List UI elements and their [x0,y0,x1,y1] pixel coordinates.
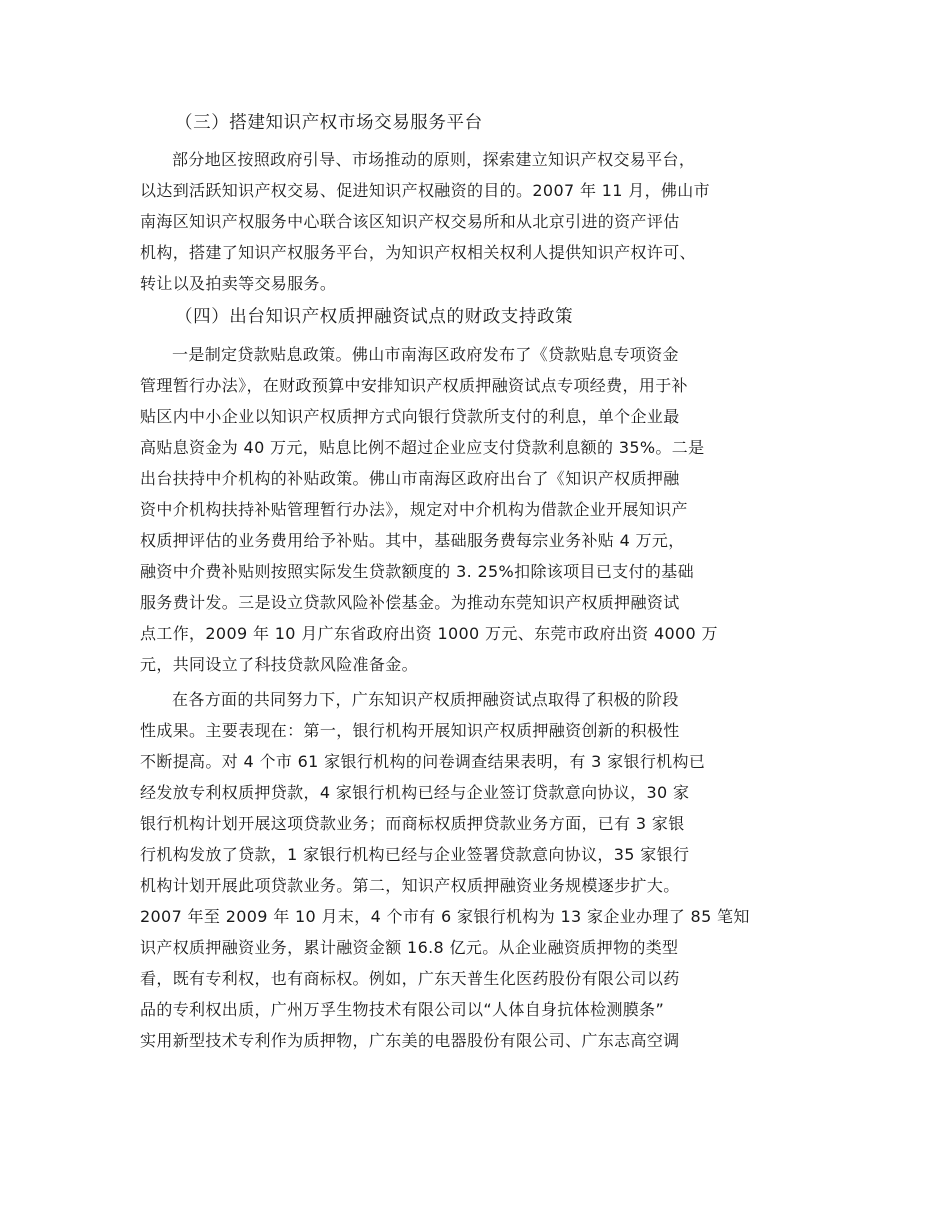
paragraph-line: 机构，搭建了知识产权服务平台，为知识产权相关权利人提供知识产权许可、 [140,243,696,262]
paragraph-line: 出台扶持中介机构的补贴政策。佛山市南海区政府出台了《知识产权质押融 [140,469,680,488]
paragraph-line: 融资中介费补贴则按照实际发生贷款额度的 3. 25%扣除该项目已支付的基础 [140,562,694,581]
paragraph-line: 一是制定贷款贴息政策。佛山市南海区政府发布了《贷款贴息专项资金 [172,345,679,364]
paragraph-line: 服务费计发。三是设立贷款风险补偿基金。为推动东莞知识产权质押融资试 [140,593,680,612]
paragraph-line: 南海区知识产权服务中心联合该区知识产权交易所和从北京引进的资产评估 [140,212,680,231]
paragraph-line: 以达到活跃知识产权交易、促进知识产权融资的目的。2007 年 11 月，佛山市 [140,181,710,200]
paragraph-line: 在各方面的共同努力下，广东知识产权质押融资试点取得了积极的阶段 [172,690,679,709]
paragraph-line: 不断提高。对 4 个市 61 家银行机构的问卷调查结果表明，有 3 家银行机构已 [140,752,706,771]
paragraph-line: 转让以及拍卖等交易服务。 [140,274,337,293]
paragraph-line: 2007 年至 2009 年 10 月末，4 个市有 6 家银行机构为 13 家企业办理了 85 笔知 [140,907,750,926]
paragraph-line: 元，共同设立了科技贷款风险准备金。 [140,655,418,674]
paragraph-line: 部分地区按照政府引导、市场推动的原则，探索建立知识产权交易平台， [172,150,696,169]
paragraph-line: 看，既有专利权，也有商标权。例如，广东天普生化医药股份有限公司以药 [140,969,680,988]
section-heading-3: （三）搭建知识产权市场交易服务平台 [175,113,483,133]
paragraph-line: 点工作，2009 年 10 月广东省政府出资 1000 万元、东莞市政府出资 4000 万 [140,624,718,643]
paragraph-line: 实用新型技术专利作为质押物，广东美的电器股份有限公司、广东志高空调 [140,1031,680,1050]
paragraph-line: 管理暂行办法》，在财政预算中安排知识产权质押融资试点专项经费，用于补 [140,376,688,395]
paragraph-line: 经发放专利权质押贷款，4 家银行机构已经与企业签订贷款意向协议，30 家 [140,783,690,802]
paragraph-line: 贴区内中小企业以知识产权质押方式向银行贷款所支付的利息，单个企业最 [140,407,680,426]
paragraph-line: 行机构发放了贷款，1 家银行机构已经与企业签署贷款意向协议，35 家银行 [140,845,690,864]
paragraph-line: 性成果。主要表现在：第一，银行机构开展知识产权质押融资创新的积极性 [140,721,680,740]
paragraph-line: 高贴息资金为 40 万元，贴息比例不超过企业应支付贷款利息额的 35%。二是 [140,438,705,457]
paragraph-line: 权质押评估的业务费用给予补贴。其中，基础服务费每宗业务补贴 4 万元， [140,531,685,550]
paragraph-line: 识产权质押融资业务，累计融资金额 16.8 亿元。从企业融资质押物的类型 [140,938,679,957]
paragraph-line: 银行机构计划开展这项贷款业务；而商标权质押贷款业务方面，已有 3 家银 [140,814,685,833]
paragraph-line: 资中介机构扶持补贴管理暂行办法》，规定对中介机构为借款企业开展知识产 [140,500,688,519]
section-heading-4: （四）出台知识产权质押融资试点的财政支持政策 [175,307,574,327]
paragraph-line: 品的专利权出质，广州万孚生物技术有限公司以“人体自身抗体检测膜条” [140,1000,665,1019]
paragraph-line: 机构计划开展此项贷款业务。第二，知识产权质押融资业务规模逐步扩大。 [140,876,680,895]
